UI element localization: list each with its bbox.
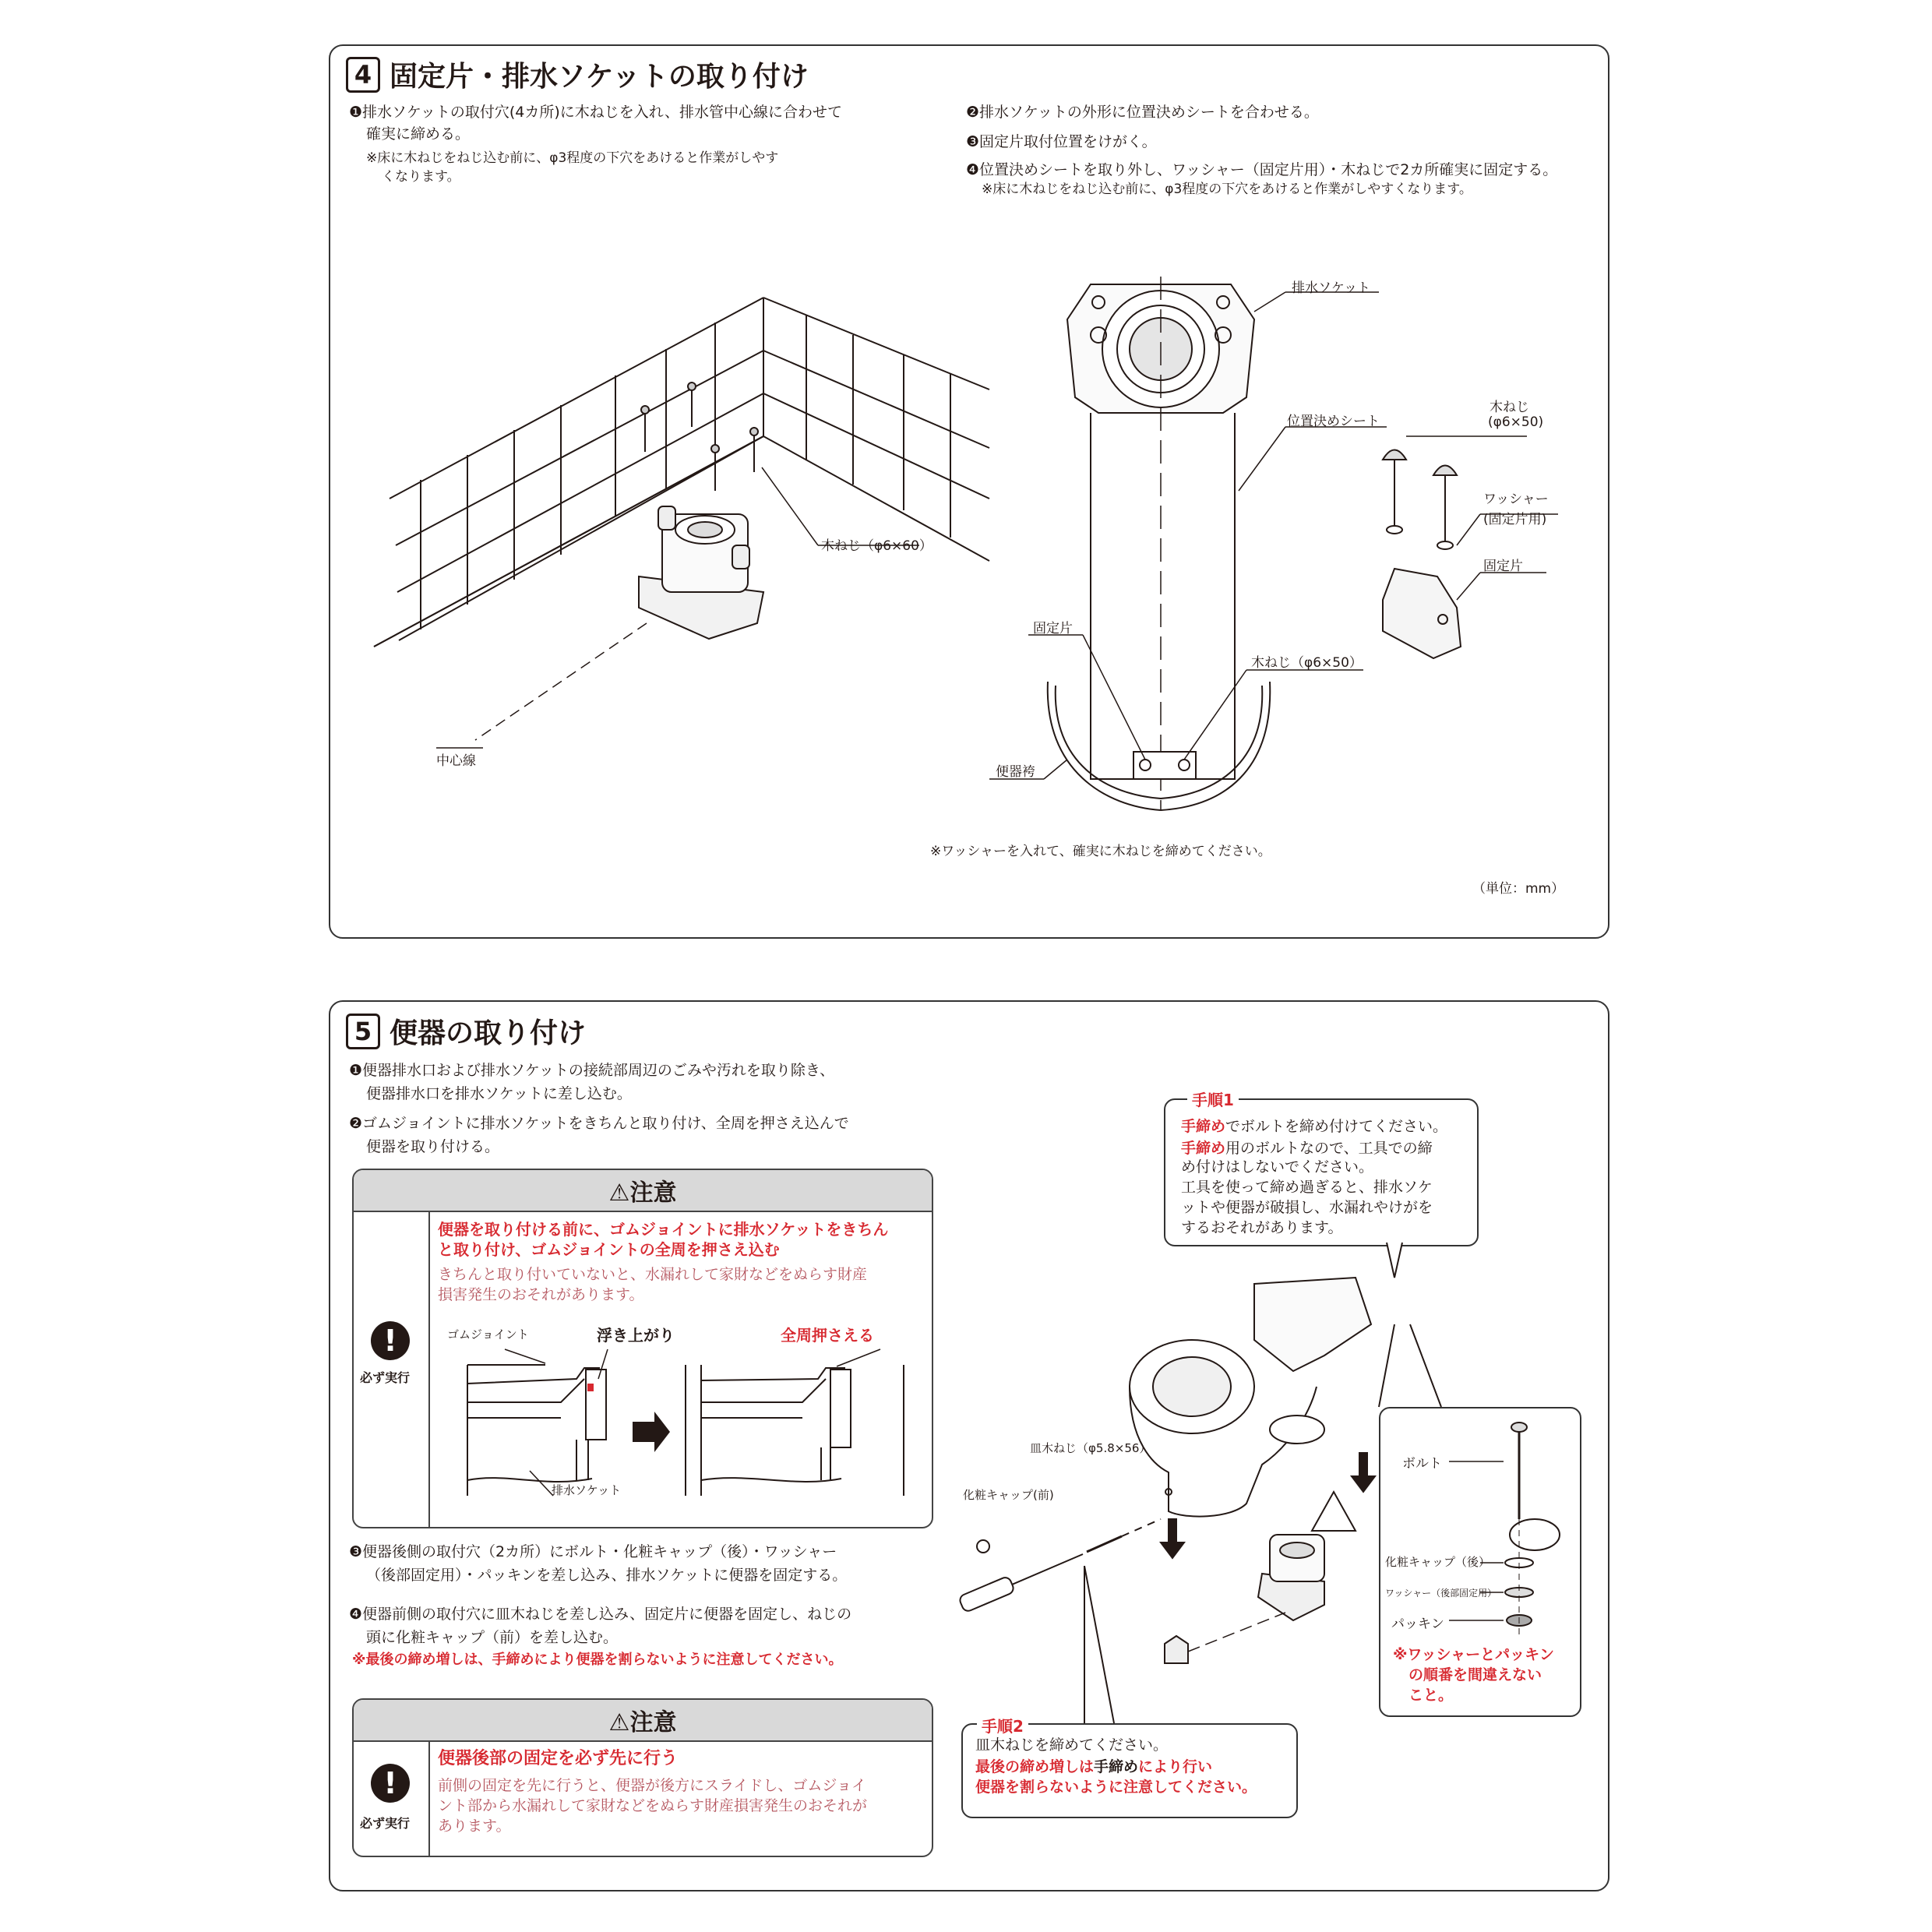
s4-label-wood-screw: 木ねじ	[1490, 400, 1529, 415]
s5-step2-line1: ❷ゴムジョイントに排水ソケットをきちんと取り付け、全周を押さえ込んで	[349, 1115, 849, 1132]
caution-2-body-3: あります。	[438, 1817, 511, 1835]
exclamation-icon: !	[371, 1764, 410, 1803]
procedure-2-bubble	[961, 1723, 1298, 1818]
label-bolt: ボルト	[1402, 1456, 1442, 1472]
procedure-1-title: 手順1	[1187, 1088, 1239, 1110]
order-note-3: こと。	[1408, 1687, 1454, 1704]
caution-2-title: ⚠注意	[354, 1700, 932, 1742]
proc1-line6: するおそれがあります。	[1181, 1219, 1343, 1236]
caution-1-drain-socket: 排水ソケット	[552, 1483, 622, 1497]
s4-label-center-line: 中心線	[436, 753, 476, 769]
order-note-1: ※ワッシャーとパッキン	[1393, 1646, 1554, 1663]
proc1-line3: め付けはしないでください。	[1181, 1158, 1374, 1176]
s4-step1-note1: ※床に木ねじをねじ込む前に、φ3程度の下穴をあけると作業がしやす	[366, 150, 779, 166]
caution-1-floating: 浮き上がり	[597, 1326, 675, 1345]
s5-step4-note: ※最後の締め増しは、手締めにより便器を割らないように注意してください。	[352, 1652, 843, 1668]
s4-washer-note: ※ワッシャーを入れて、確実に木ねじを締めてください。	[930, 844, 1271, 859]
s4-step1-line2: 確実に締める。	[366, 125, 471, 143]
s4-label-drain-socket: 排水ソケット	[1292, 280, 1370, 296]
s4-step1-line1: ❶排水ソケットの取付穴(4カ所)に木ねじを入れ、排水管中心線に合わせて	[349, 104, 842, 121]
proc1-line5: ットや便器が破損し、水漏れやけがを	[1181, 1199, 1433, 1216]
s5-step1-line2: 便器排水口を排水ソケットに差し込む。	[366, 1085, 632, 1102]
procedure-2-title: 手順2	[977, 1714, 1028, 1736]
caution-1-press-all: 全周押さえる	[781, 1326, 874, 1345]
caution-2-must-label: 必ず実行	[360, 1816, 411, 1831]
label-packing: パッキン	[1391, 1616, 1444, 1632]
caution-1-side	[354, 1212, 430, 1527]
order-note-2: の順番を間違えない	[1408, 1666, 1542, 1683]
proc2-line1: 皿木ねじを締めてください。	[975, 1736, 1169, 1754]
procedure-1-bubble	[1164, 1098, 1479, 1246]
proc2-line2	[975, 1756, 1212, 1778]
section-4-number: 4	[346, 57, 380, 93]
label-cap-rear: 化粧キャップ（後）	[1385, 1555, 1491, 1569]
proc2-line3: 便器を割らないように注意してください。	[975, 1779, 1257, 1796]
proc2-l2b: 手締め	[1094, 1758, 1139, 1775]
proc1-l1-red: 手締め	[1181, 1118, 1226, 1135]
caution-1-rubber-joint: ゴムジョイント	[447, 1327, 529, 1341]
caution-1-body-2: 損害発生のおそれがあります。	[438, 1286, 644, 1303]
section-4-title: 固定片・排水ソケットの取り付け	[390, 61, 809, 93]
s4-unit: （単位：mm）	[1472, 881, 1565, 897]
s5-step2-line2: 便器を取り付ける。	[366, 1138, 500, 1155]
s4-step3: ❸固定片取付位置をけがく。	[966, 133, 1157, 150]
s4-label-toilet-skirt: 便器袴	[996, 764, 1035, 780]
caution-2-body-1: 前側の固定を先に行うと、便器が後方にスライドし、ゴムジョイ	[438, 1777, 867, 1794]
proc1-line1	[1181, 1116, 1447, 1137]
label-flat-screw: 皿木ねじ（φ5.8×56）	[1030, 1441, 1151, 1455]
s4-step1-note2: くなります。	[382, 169, 460, 185]
caution-2-head: 便器後部の固定を必ず先に行う	[438, 1749, 679, 1768]
caution-2-body-2: ント部から水漏れして家財などをぬらす財産損害発生のおそれが	[438, 1797, 868, 1814]
s4-step4: ❹位置決めシートを取り外し、ワッシャー（固定片用）・木ねじで2カ所確実に固定する。	[966, 161, 1558, 178]
exclamation-icon: !	[371, 1321, 410, 1360]
label-cap-front: 化粧キャップ(前)	[963, 1488, 1054, 1502]
proc1-l1: でボルトを締め付けてください。	[1225, 1118, 1448, 1135]
s5-step4-line1: ❹便器前側の取付穴に皿木ねじを差し込み、固定片に便器を固定し、ねじの	[349, 1606, 852, 1623]
s4-label-washer-for-piece: (固定片用)	[1483, 512, 1547, 527]
section-5-number: 5	[346, 1014, 380, 1049]
caution-box-2	[352, 1698, 933, 1857]
proc1-l2: 用のボルトなので、工具での締	[1225, 1140, 1433, 1157]
s5-step3-line2: （後部固定用）・パッキンを差し込み、排水ソケットに便器を固定する。	[366, 1567, 848, 1584]
s4-label-fixing-piece: 固定片	[1483, 559, 1523, 574]
s4-label-wood-screw-50b: 木ねじ（φ6×50）	[1251, 655, 1363, 671]
s5-step4-line2: 頭に化粧キャップ（前）を差し込む。	[366, 1629, 619, 1646]
s4-step4-note: ※床に木ねじをねじ込む前に、φ3程度の下穴をあけると作業がしやすくなります。	[982, 182, 1472, 197]
proc1-line4: 工具を使って締め過ぎると、排水ソケ	[1181, 1179, 1433, 1196]
caution-1-must-label: 必ず実行	[360, 1370, 411, 1385]
s5-step3-line1: ❸便器後側の取付穴（2カ所）にボルト・化粧キャップ（後）・ワッシャー	[349, 1543, 837, 1560]
section-5-title: 便器の取り付け	[390, 1017, 587, 1049]
caution-1-head-2: と取り付け、ゴムジョイントの全周を押さえ込む	[438, 1240, 780, 1259]
s4-label-wood-screw-60: 木ねじ（φ6×60）	[821, 538, 933, 554]
caution-box-1	[352, 1169, 933, 1528]
caution-1-body-1: きちんと取り付いていないと、水漏れして家財などをぬらす財産	[438, 1266, 868, 1283]
s4-label-washer: ワッシャー	[1483, 492, 1549, 507]
proc2-l2a: 最後の締め増しは	[975, 1758, 1095, 1775]
caution-1-head-1: 便器を取り付ける前に、ゴムジョイントに排水ソケットをきちん	[438, 1220, 889, 1239]
s4-label-positioning-sheet: 位置決めシート	[1287, 414, 1380, 429]
section-5-heading	[346, 1011, 586, 1051]
caution-1-title: ⚠注意	[354, 1170, 932, 1212]
s4-step2: ❷排水ソケットの外形に位置決めシートを合わせる。	[966, 104, 1319, 121]
s5-step1-line1: ❶便器排水口および排水ソケットの接続部周辺のごみや汚れを取り除き、	[349, 1062, 835, 1079]
s4-label-wood-screw-50: (φ6×50)	[1488, 414, 1544, 430]
s4-label-fixing-piece-2: 固定片	[1033, 621, 1073, 636]
proc1-l2-red: 手締め	[1181, 1140, 1226, 1157]
label-washer-rear: ワッシャー（後部固定用）	[1385, 1588, 1497, 1599]
caution-2-side	[354, 1742, 430, 1856]
proc2-l2c: により行い	[1138, 1758, 1213, 1775]
